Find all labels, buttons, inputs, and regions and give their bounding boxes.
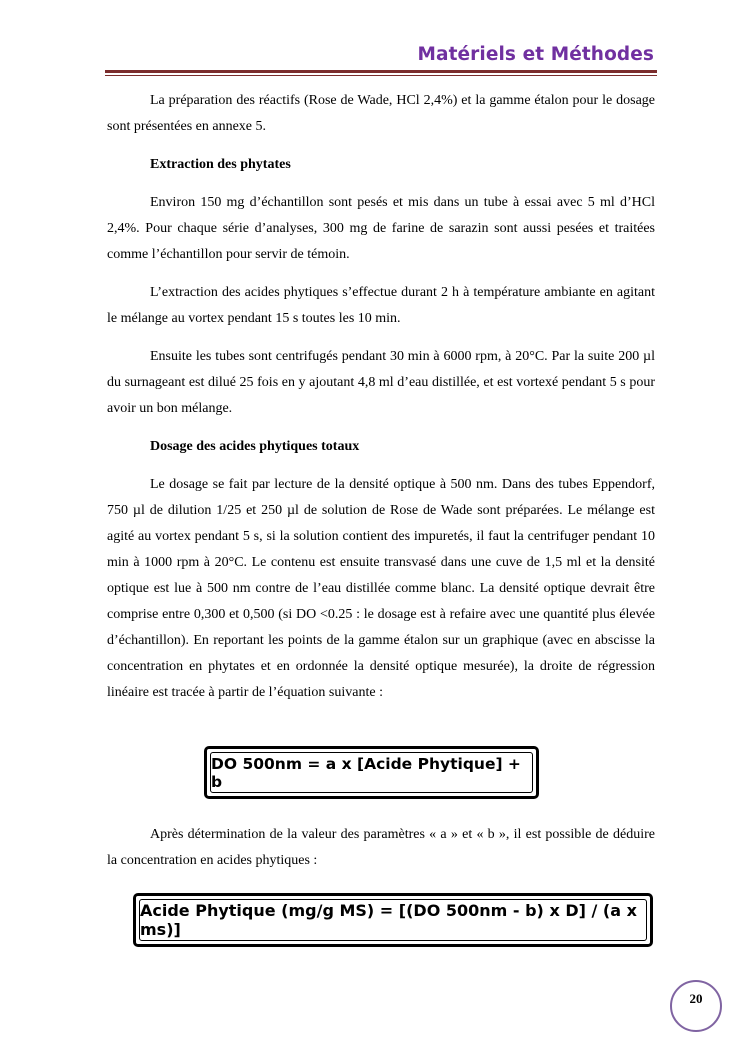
paragraph-extraction: L’extraction des acides phytiques s’effectue durant 2 h à température ambiante en agitant le mélange au vortex pendant 15 s toutes les 10 min. [107,285,655,326]
main-text [107,88,655,706]
paragraph-reagents: La préparation des réactifs (Rose de Wade, HCl 2,4%) et la gamme étalon pour le dosage sont présentées en annexe 5. [107,93,655,134]
page-number-badge [670,980,722,1032]
header-rule-thick [105,70,657,73]
formula-regression: DO 500nm = a x [Acide Phytique] + b [210,752,533,793]
paragraph-sample: Environ 150 mg d’échantillon sont pesés et mis dans un tube à essai avec 5 ml d’HCl 2,4%. Pour chaque série d’analyses, 300 mg de farine de sarazin sont aussi pesées et traitées comme l’échantillon pour servir de témoin. [107,195,655,262]
paragraph-centrifuge: Ensuite les tubes sont centrifugés pendant 30 min à 6000 rpm, à 20°C. Par la suite 200 µl du surnageant est dilué 25 fois en y ajoutant 4,8 ml d’eau distillée, et est vortexé pendant 5 s pour avoir un bon mélange. [107,349,655,416]
formula-box-concentration [133,893,653,947]
header-rule-thin [105,75,657,76]
main-text-continued [107,822,655,874]
page-number: 20 [689,991,703,1006]
formula-concentration: Acide Phytique (mg/g MS) = [(DO 500nm - b) x D] / (a x ms)] [139,899,647,941]
section-header-title: Matériels et Méthodes [417,44,654,65]
paragraph-dosage: Le dosage se fait par lecture de la densité optique à 500 nm. Dans des tubes Eppendorf, 750 µl de dilution 1/25 et 250 µl de solution de Rose de Wade sont préparées. Le mélange est agité au vortex pendant 5 s, si la solution contient des impuretés, il faut la centrifuger pendant 10 min à 1000 rpm à 20°C. Le contenu est ensuite transvasé dans une cuve de 1,5 ml et la densité optique est lue à 500 nm contre de l’eau distillée comme blanc. La densité optique devrait être comprise entre 0,300 et 0,500 (si DO <0.25 : le dosage est à refaire avec une quantité plus élevée d’échantillon). En reportant les points de la gamme étalon sur un graphique (avec en abscisse la concentration en phytates et en ordonnée la densité optique mesurée), la droite de régression linéaire est tracée à partir de l’équation suivante : [107,477,655,700]
heading-dosage: Dosage des acides phytiques totaux [150,439,360,454]
heading-extraction: Extraction des phytates [150,157,291,172]
formula-box-regression [204,746,539,799]
paragraph-parameters: Après détermination de la valeur des paramètres « a » et « b », il est possible de déduire la concentration en acides phytiques : [107,827,655,868]
